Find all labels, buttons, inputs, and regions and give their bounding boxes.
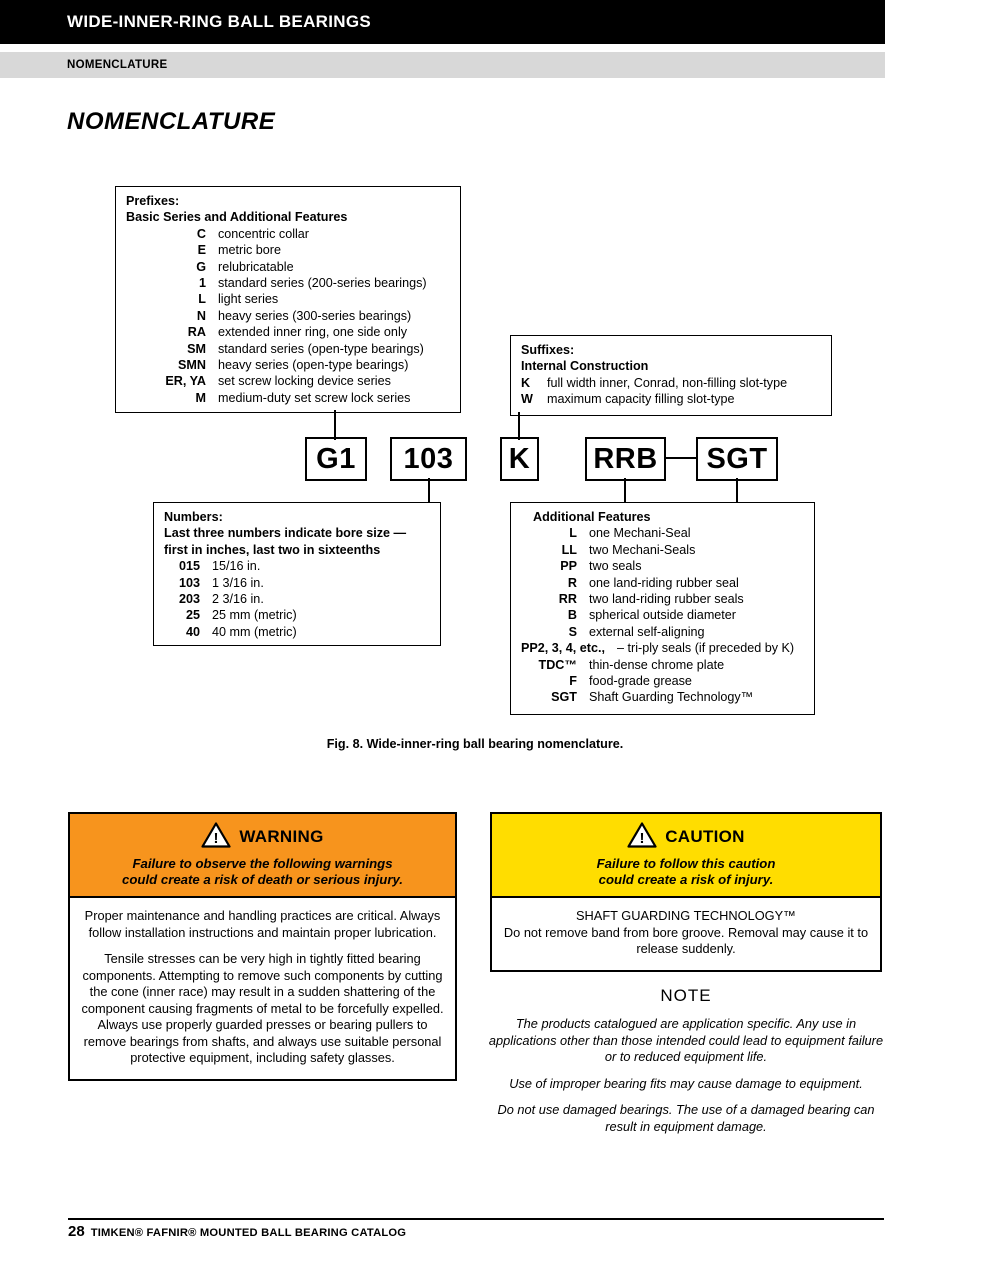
note-title: NOTE: [660, 986, 712, 1005]
feature-desc: two land-riding rubber seals: [589, 592, 744, 607]
header-subtitle: NOMENCLATURE: [67, 59, 168, 71]
prefix-desc: light series: [218, 292, 279, 307]
feature-code: F: [569, 674, 577, 689]
number-row: [164, 624, 430, 640]
feature-row: [521, 640, 804, 656]
prefix-row: [126, 341, 450, 357]
suffixes-subtitle: Internal Construction: [521, 359, 649, 374]
prefix-desc: heavy series (open-type bearings): [218, 358, 409, 373]
feature-code: R: [567, 575, 577, 590]
prefix-row: [126, 226, 450, 242]
prefix-row: [126, 291, 450, 307]
caution-body-line2: Do not remove band from bore groove. Removal may cause it to release suddenly.: [503, 924, 869, 956]
numbers-subtitle-line1: Last three numbers indicate bore size —: [164, 526, 407, 541]
header-title: WIDE-INNER-RING BALL BEARINGS: [67, 12, 371, 31]
note-paragraph: The products catalogued are application specific. Any use in applications other than those intended could lead to equipment failure or to reduced equipment life.: [488, 1016, 884, 1064]
number-desc: 25 mm (metric): [212, 608, 297, 623]
note-block: [486, 986, 886, 1135]
number-code: 203: [178, 592, 200, 607]
warning-triangle-icon: [201, 822, 231, 853]
prefix-code: RA: [187, 325, 206, 340]
svg-text:!: !: [213, 829, 219, 847]
prefixes-box: [115, 186, 461, 413]
page-title: NOMENCLATURE: [67, 108, 276, 135]
feature-row: [521, 591, 804, 607]
number-row: [164, 591, 430, 607]
prefix-desc: standard series (200-series bearings): [218, 276, 427, 291]
prefix-row: [126, 242, 450, 258]
feature-row: [521, 624, 804, 640]
connector-sgt-to-features: [736, 478, 738, 505]
feature-code: SGT: [551, 690, 577, 705]
caution-triangle-icon: [627, 822, 657, 853]
prefixes-subtitle: Basic Series and Additional Features: [126, 210, 348, 225]
prefix-row: [126, 308, 450, 324]
caution-block: [490, 812, 882, 972]
footer-catalog-title: TIMKEN® FAFNIR® MOUNTED BALL BEARING CATALOG: [90, 1227, 407, 1239]
prefix-row: [126, 275, 450, 291]
numbers-title: Numbers:: [164, 510, 223, 524]
connector-rrb-to-features: [624, 478, 626, 505]
number-desc: 2 3/16 in.: [212, 592, 264, 607]
prefix-desc: heavy series (300-series bearings): [218, 308, 412, 323]
feature-code: S: [568, 624, 577, 639]
feature-desc: external self-aligning: [589, 624, 705, 639]
prefix-desc: standard series (open-type bearings): [218, 341, 424, 356]
footer-rule: [68, 1218, 884, 1220]
prefix-code: E: [197, 243, 206, 258]
feature-code: RR: [558, 592, 577, 607]
feature-desc: spherical outside diameter: [589, 608, 737, 623]
prefix-code: M: [195, 390, 206, 405]
prefix-code: ER, YA: [165, 374, 206, 389]
number-code: 25: [185, 608, 200, 623]
features-title: Additional Features: [533, 510, 651, 524]
prefix-desc: metric bore: [218, 243, 281, 258]
suffix-row: [521, 391, 821, 407]
prefix-row: [126, 373, 450, 389]
caution-subtitle-line2: could create a risk of injury.: [598, 872, 774, 887]
caution-subtitle-line1: Failure to follow this caution: [596, 855, 776, 871]
prefix-row: [126, 390, 450, 406]
page-number: 28: [68, 1223, 85, 1240]
number-code: 015: [178, 559, 200, 574]
suffix-desc: full width inner, Conrad, non-filling slot-type: [547, 375, 788, 390]
suffixes-title: Suffixes:: [521, 343, 575, 357]
prefix-row: [126, 357, 450, 373]
prefix-code: SM: [187, 341, 206, 356]
suffixes-box: [510, 335, 832, 416]
prefix-code: G: [196, 259, 206, 274]
feature-row: [521, 689, 804, 705]
connector-prefixes-to-g1: [334, 410, 336, 440]
caution-title: CAUTION: [665, 827, 745, 846]
suffix-desc: maximum capacity filling slot-type: [547, 392, 735, 407]
feature-row: [521, 657, 804, 673]
caution-header: [490, 812, 882, 898]
page-subheader-bar: [0, 52, 885, 78]
caution-body: [490, 898, 882, 972]
connector-rrb-to-sgt: [664, 457, 698, 459]
feature-row: [521, 607, 804, 623]
warning-paragraph: Proper maintenance and handling practices are critical. Always follow installation instructions and maintain proper lubrication.: [84, 908, 441, 940]
prefix-code: C: [196, 226, 206, 241]
prefix-desc: medium-duty set screw lock series: [218, 390, 411, 405]
warning-block: [68, 812, 457, 1081]
number-row: [164, 558, 430, 574]
feature-row: [521, 525, 804, 541]
numbers-subtitle-line2: first in inches, last two in sixteenths: [164, 542, 381, 557]
feature-code: PP2, 3, 4, etc.,: [521, 641, 606, 656]
feature-desc: food-grade grease: [589, 674, 692, 689]
warning-title: WARNING: [239, 827, 324, 846]
part-segment-internal-construction: K: [500, 437, 539, 481]
feature-desc: two seals: [589, 559, 642, 574]
feature-code: PP: [560, 559, 577, 574]
prefix-desc: extended inner ring, one side only: [218, 325, 408, 340]
warning-body: [68, 898, 457, 1081]
feature-row: [521, 673, 804, 689]
footer: [68, 1223, 406, 1240]
warning-paragraph: Tensile stresses can be very high in tightly fitted bearing components. Attempting to remove such components by cutting the cone (inner race) may result in a sudden shattering of the component causing fragments of metal to be forcefully expelled. Always use properly guarded presses or bearing pullers to remove bearings from shafts, and always use suitable personal protective equipment, including safety glasses.: [81, 951, 444, 1065]
page-header-bar: [0, 0, 885, 44]
feature-desc: one land-riding rubber seal: [589, 575, 739, 590]
feature-desc: one Mechani-Seal: [589, 526, 691, 541]
prefix-code: L: [198, 292, 206, 307]
caution-title-row: [627, 822, 745, 853]
part-segment-seal-feature: RRB: [585, 437, 666, 481]
suffix-row: [521, 375, 821, 391]
note-paragraph: Do not use damaged bearings. The use of a damaged bearing can result in equipment damage.: [497, 1102, 875, 1134]
feature-desc: Shaft Guarding Technology™: [589, 690, 754, 705]
connector-suffixes-to-k: [518, 412, 520, 440]
number-row: [164, 575, 430, 591]
number-desc: 40 mm (metric): [212, 624, 297, 639]
feature-desc: two Mechani-Seals: [589, 542, 696, 557]
prefix-code: 1: [198, 276, 206, 291]
feature-row: [521, 575, 804, 591]
prefix-row: [126, 324, 450, 340]
additional-features-box: [510, 502, 815, 715]
feature-code: TDC™: [538, 657, 577, 672]
note-paragraph: Use of improper bearing fits may cause damage to equipment.: [509, 1075, 863, 1091]
feature-row: [521, 558, 804, 574]
figure-caption: Fig. 8. Wide-inner-ring ball bearing nomenclature.: [326, 737, 624, 751]
prefix-desc: set screw locking device series: [218, 374, 391, 389]
feature-desc: thin-dense chrome plate: [589, 657, 725, 672]
number-code: 40: [185, 624, 200, 639]
part-segment-bore-number: 103: [390, 437, 467, 481]
number-desc: 15/16 in.: [212, 559, 261, 574]
numbers-box: [153, 502, 441, 646]
warning-subtitle-line1: Failure to observe the following warnings: [132, 855, 393, 871]
prefix-code: SMN: [178, 358, 206, 373]
warning-title-row: [201, 822, 323, 853]
caution-body-line1: SHAFT GUARDING TECHNOLOGY™: [576, 908, 796, 923]
prefix-code: N: [196, 308, 206, 323]
suffix-code: W: [521, 392, 533, 407]
warning-header: [68, 812, 457, 898]
feature-row: [521, 542, 804, 558]
number-code: 103: [178, 575, 200, 590]
number-desc: 1 3/16 in.: [212, 575, 264, 590]
prefix-row: [126, 259, 450, 275]
feature-code: B: [567, 608, 577, 623]
svg-text:!: !: [639, 829, 645, 847]
warning-subtitle-line2: could create a risk of death or serious injury.: [122, 872, 403, 887]
feature-code: L: [569, 526, 577, 541]
prefix-desc: relubricatable: [218, 259, 294, 274]
number-row: [164, 607, 430, 623]
prefixes-title: Prefixes:: [126, 194, 180, 208]
part-segment-sgt-feature: SGT: [696, 437, 778, 481]
suffix-code: K: [521, 375, 531, 390]
part-segment-prefix: G1: [305, 437, 367, 481]
feature-code: LL: [561, 542, 577, 557]
prefix-desc: concentric collar: [218, 226, 309, 241]
feature-desc: – tri-ply seals (if preceded by K): [617, 641, 795, 656]
connector-103-to-numbers: [428, 478, 430, 505]
